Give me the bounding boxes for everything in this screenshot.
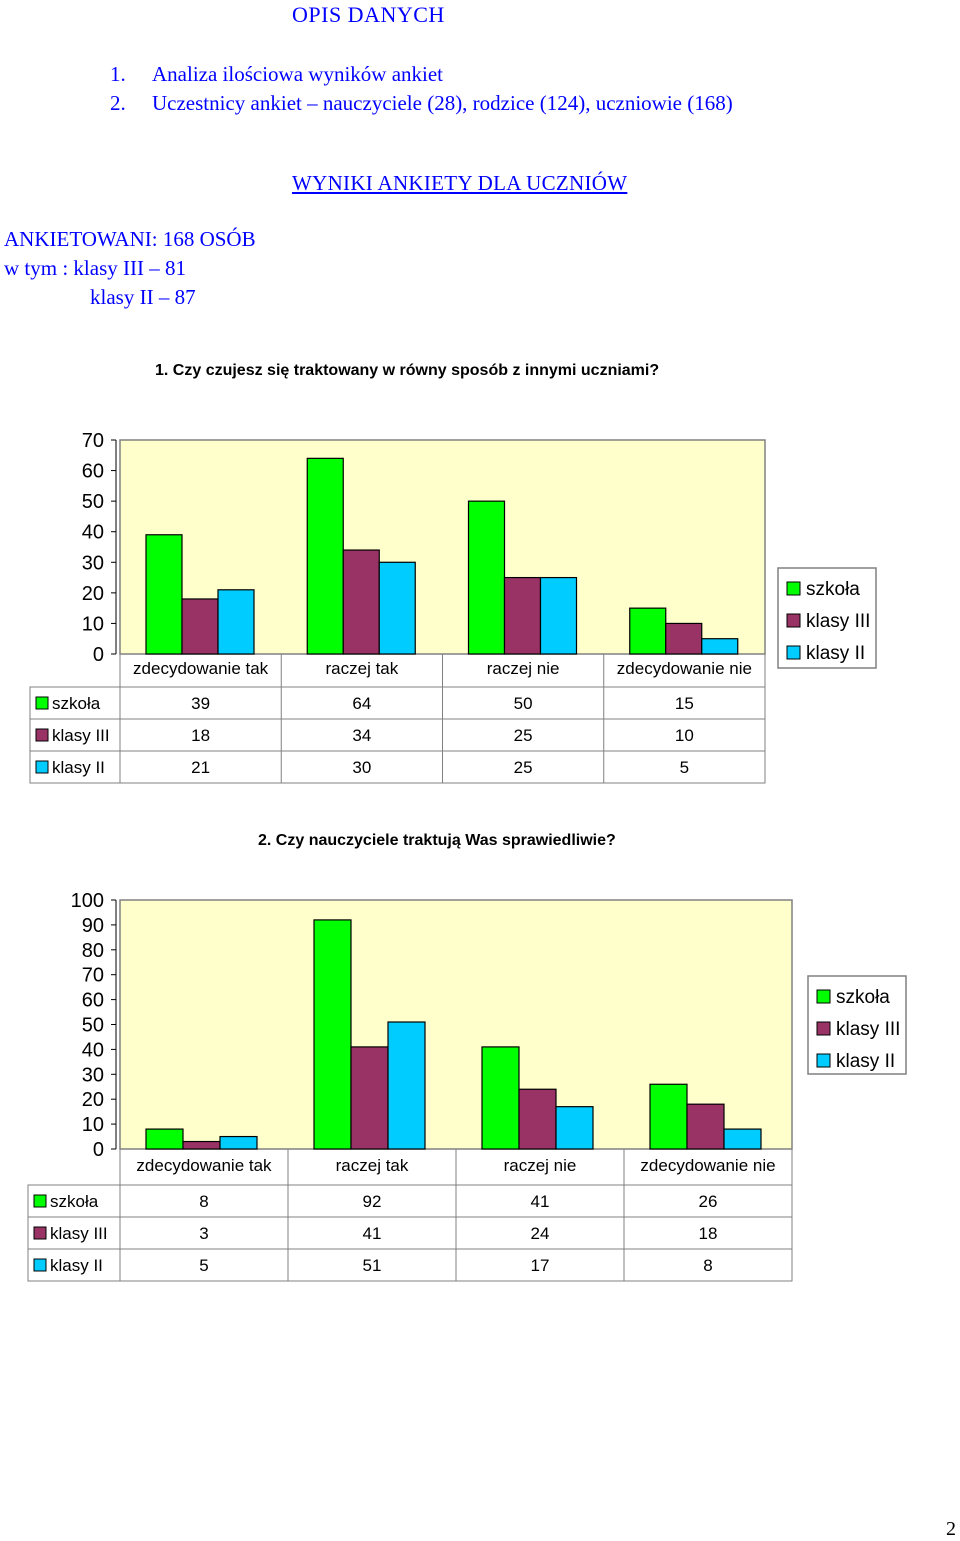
data-label: 34	[352, 726, 372, 745]
data-label: 25	[513, 726, 533, 745]
list-number: 1.	[110, 62, 126, 86]
data-label: 18	[191, 726, 211, 745]
x-tick-label: raczej tak	[325, 659, 399, 678]
respondents-breakdown: klasy II – 87	[90, 285, 196, 309]
bar	[183, 1142, 220, 1149]
bar	[314, 920, 351, 1149]
legend-label: klasy III	[836, 1019, 901, 1040]
bar	[469, 501, 505, 654]
data-table-border	[30, 687, 765, 783]
bar-chart-1	[0, 420, 960, 800]
table-legend-key	[34, 1259, 46, 1271]
y-tick-label: 50	[81, 491, 104, 514]
list-item	[110, 60, 733, 89]
data-label: 24	[530, 1224, 550, 1243]
x-tick-label: zdecydowanie tak	[136, 1156, 272, 1175]
table-legend-key	[36, 729, 48, 741]
data-label: 5	[199, 1256, 209, 1275]
y-tick-label: 50	[81, 1014, 104, 1037]
bar-chart-2	[0, 880, 960, 1290]
legend-label: szkoła	[836, 987, 890, 1008]
y-tick-label: 100	[70, 890, 104, 912]
data-label: 15	[674, 694, 694, 713]
data-label: 10	[674, 726, 694, 745]
bar	[482, 1047, 519, 1149]
legend-key	[817, 1054, 830, 1067]
data-label: 41	[530, 1192, 550, 1211]
legend-key	[817, 990, 830, 1003]
chart-title: 1. Czy czujesz się traktowany w równy sposób z innymi uczniami?	[155, 362, 660, 379]
bar	[146, 535, 182, 654]
list-text: Uczestnicy ankiet – nauczyciele (28), rodzice (124), uczniowie (168)	[152, 91, 733, 115]
bar	[505, 578, 541, 654]
data-label: 5	[679, 758, 690, 777]
data-table-border	[28, 1185, 792, 1281]
legend-label: klasy II	[836, 1051, 896, 1072]
results-heading: WYNIKI ANKIETY DLA UCZNIÓW	[292, 171, 628, 195]
data-label: 21	[191, 758, 211, 777]
bar	[556, 1107, 593, 1149]
table-legend-key	[36, 761, 48, 773]
y-tick-label: 30	[81, 552, 104, 575]
bar	[519, 1089, 556, 1149]
legend-label: klasy III	[806, 611, 871, 632]
bar	[218, 590, 254, 654]
bar	[687, 1104, 724, 1149]
list-text: Analiza ilościowa wyników ankiet	[152, 62, 444, 86]
respondents-breakdown: w tym : klasy III – 81	[4, 256, 186, 280]
bar	[220, 1137, 257, 1149]
y-tick-label: 10	[81, 613, 104, 636]
data-label: 50	[513, 694, 533, 713]
data-label: 8	[703, 1256, 713, 1275]
intro-list	[110, 60, 733, 118]
y-tick-label: 40	[81, 521, 104, 544]
data-label: 92	[362, 1192, 382, 1211]
bar	[650, 1084, 687, 1149]
data-label: 26	[698, 1192, 718, 1211]
bar	[182, 599, 218, 654]
data-label: 3	[199, 1224, 209, 1243]
table-legend-key	[36, 697, 48, 709]
bar	[724, 1129, 761, 1149]
table-row-label: szkoła	[50, 1192, 99, 1211]
bar	[702, 639, 738, 654]
page-number: 2	[946, 1518, 956, 1540]
legend-key	[787, 582, 800, 595]
y-tick-label: 10	[81, 1114, 104, 1137]
data-label: 39	[191, 694, 211, 713]
y-tick-label: 20	[81, 1089, 104, 1112]
y-tick-label: 60	[81, 989, 104, 1012]
data-label: 25	[513, 758, 533, 777]
table-row-label: klasy II	[50, 1256, 103, 1275]
legend-label: klasy II	[806, 643, 866, 664]
list-number: 2.	[110, 91, 126, 115]
document-title: OPIS DANYCH	[292, 2, 445, 27]
bar	[379, 562, 415, 654]
table-row-label: klasy III	[52, 726, 110, 745]
bar	[343, 550, 379, 654]
x-tick-label: raczej tak	[335, 1156, 409, 1175]
data-label: 51	[362, 1256, 382, 1275]
y-tick-label: 0	[92, 644, 104, 666]
y-tick-label: 60	[81, 460, 104, 483]
table-row-label: szkoła	[52, 694, 101, 713]
x-tick-label: raczej nie	[486, 659, 560, 678]
bar	[388, 1022, 425, 1149]
bar	[351, 1047, 388, 1149]
y-tick-label: 90	[81, 914, 104, 937]
data-label: 18	[698, 1224, 718, 1243]
legend-key	[787, 614, 800, 627]
x-tick-label: zdecydowanie tak	[133, 659, 269, 678]
data-label: 41	[362, 1224, 382, 1243]
y-tick-label: 30	[81, 1064, 104, 1087]
data-label: 17	[530, 1256, 550, 1275]
chart-title: 2. Czy nauczyciele traktują Was sprawiedliwie?	[258, 832, 616, 849]
table-legend-key	[34, 1195, 46, 1207]
y-tick-label: 20	[81, 582, 104, 605]
y-tick-label: 70	[81, 430, 104, 452]
x-tick-label: zdecydowanie nie	[640, 1156, 776, 1175]
y-tick-label: 70	[81, 964, 104, 987]
table-row-label: klasy III	[50, 1224, 108, 1243]
data-label: 8	[199, 1192, 209, 1211]
respondents-total: ANKIETOWANI: 168 OSÓB	[4, 227, 256, 251]
y-tick-label: 0	[92, 1139, 104, 1161]
list-item	[110, 89, 733, 118]
legend-label: szkoła	[806, 579, 860, 600]
legend-key	[817, 1022, 830, 1035]
bar	[541, 578, 577, 654]
data-label: 64	[352, 694, 372, 713]
data-label: 30	[352, 758, 372, 777]
bar	[146, 1129, 183, 1149]
bar	[666, 623, 702, 654]
x-tick-label: zdecydowanie nie	[616, 659, 752, 678]
legend-key	[787, 646, 800, 659]
y-tick-label: 80	[81, 939, 104, 962]
table-legend-key	[34, 1227, 46, 1239]
table-row-label: klasy II	[52, 758, 105, 777]
bar	[630, 608, 666, 654]
y-tick-label: 40	[81, 1039, 104, 1062]
x-tick-label: raczej nie	[503, 1156, 577, 1175]
bar	[307, 458, 343, 654]
